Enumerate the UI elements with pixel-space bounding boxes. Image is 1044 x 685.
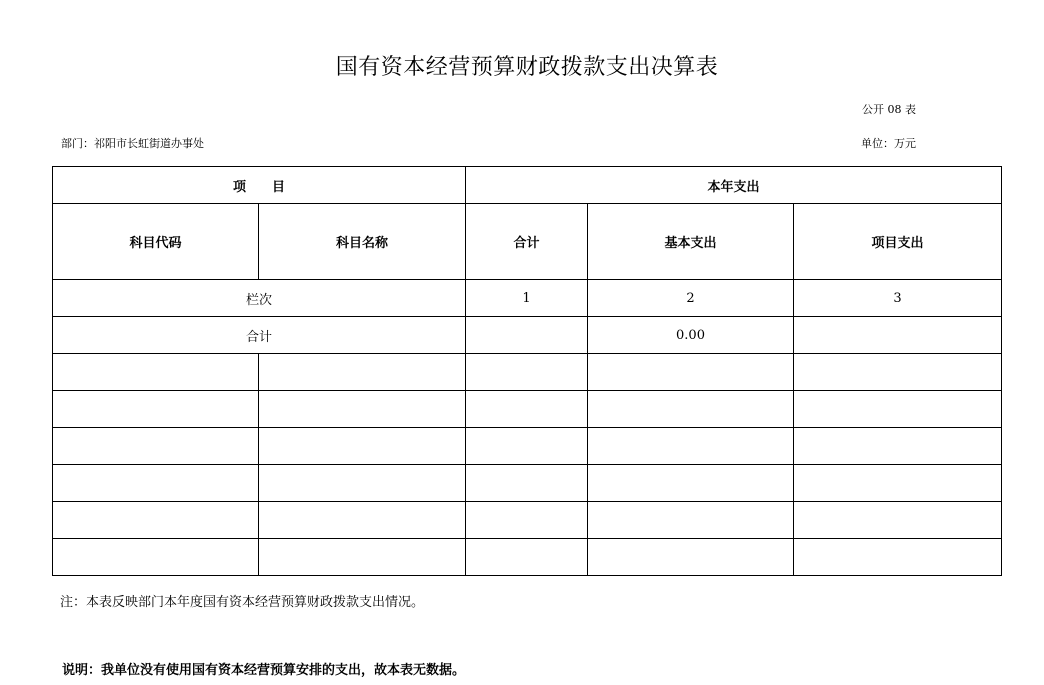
- header-subject-code: 科目代码: [53, 204, 259, 280]
- header-subject-name: 科目名称: [259, 204, 466, 280]
- row-column-index: [53, 280, 1002, 317]
- table-cell: [53, 539, 259, 576]
- table-cell: [53, 354, 259, 391]
- unit-label: 单位：万元: [861, 137, 916, 150]
- table-cell: [259, 465, 466, 502]
- cell-total-label: 合计: [53, 317, 466, 354]
- table-cell: [259, 354, 466, 391]
- table-row: [53, 465, 1002, 502]
- table-cell: [588, 465, 794, 502]
- table-cell: [259, 428, 466, 465]
- table-cell: [53, 465, 259, 502]
- cell-total-basic: 0.00: [588, 317, 794, 354]
- cell-index-3: 3: [794, 280, 1002, 317]
- table-cell: [53, 428, 259, 465]
- table-cell: [588, 354, 794, 391]
- table-row: [53, 391, 1002, 428]
- cell-index-2: 2: [588, 280, 794, 317]
- table-cell: [794, 428, 1002, 465]
- table-row: [53, 428, 1002, 465]
- expenditure-table: [52, 166, 1002, 576]
- table-cell: [466, 428, 588, 465]
- cell-total-total: [466, 317, 588, 354]
- cell-column-index-label: 栏次: [53, 280, 466, 317]
- table-cell: [466, 539, 588, 576]
- table-cell: [53, 502, 259, 539]
- table-cell: [53, 391, 259, 428]
- table-cell: [588, 502, 794, 539]
- header-project: 项 目: [53, 167, 466, 204]
- department-label: 部门：祁阳市长虹街道办事处: [61, 137, 204, 150]
- header-basic-expenditure: 基本支出: [588, 204, 794, 280]
- table-cell: [794, 391, 1002, 428]
- table-cell: [259, 502, 466, 539]
- table-cell: [466, 502, 588, 539]
- explanation-note: 说明：我单位没有使用国有资本经营预算安排的支出，故本表无数据。: [62, 663, 466, 678]
- table-row: [53, 539, 1002, 576]
- table-cell: [794, 465, 1002, 502]
- table-cell: [588, 428, 794, 465]
- table-cell: [588, 391, 794, 428]
- cell-index-1: 1: [466, 280, 588, 317]
- header-row-2: [53, 204, 1002, 280]
- form-number: 公开 08 表: [862, 103, 916, 116]
- table-cell: [794, 354, 1002, 391]
- page-title: 国有资本经营预算财政拨款支出决算表: [335, 55, 719, 80]
- table-row: [53, 502, 1002, 539]
- table-cell: [466, 391, 588, 428]
- table-cell: [794, 502, 1002, 539]
- row-total: [53, 317, 1002, 354]
- table-note: 注：本表反映部门本年度国有资本经营预算财政拨款支出情况。: [60, 595, 425, 610]
- table-cell: [794, 539, 1002, 576]
- table-cell: [466, 465, 588, 502]
- header-current-year-expenditure: 本年支出: [466, 167, 1002, 204]
- cell-total-project: [794, 317, 1002, 354]
- header-project-expenditure: 项目支出: [794, 204, 1002, 280]
- table-row: [53, 354, 1002, 391]
- table-cell: [588, 539, 794, 576]
- header-total: 合计: [466, 204, 588, 280]
- table-cell: [259, 391, 466, 428]
- table-cell: [466, 354, 588, 391]
- table-cell: [259, 539, 466, 576]
- header-row-1: [53, 167, 1002, 204]
